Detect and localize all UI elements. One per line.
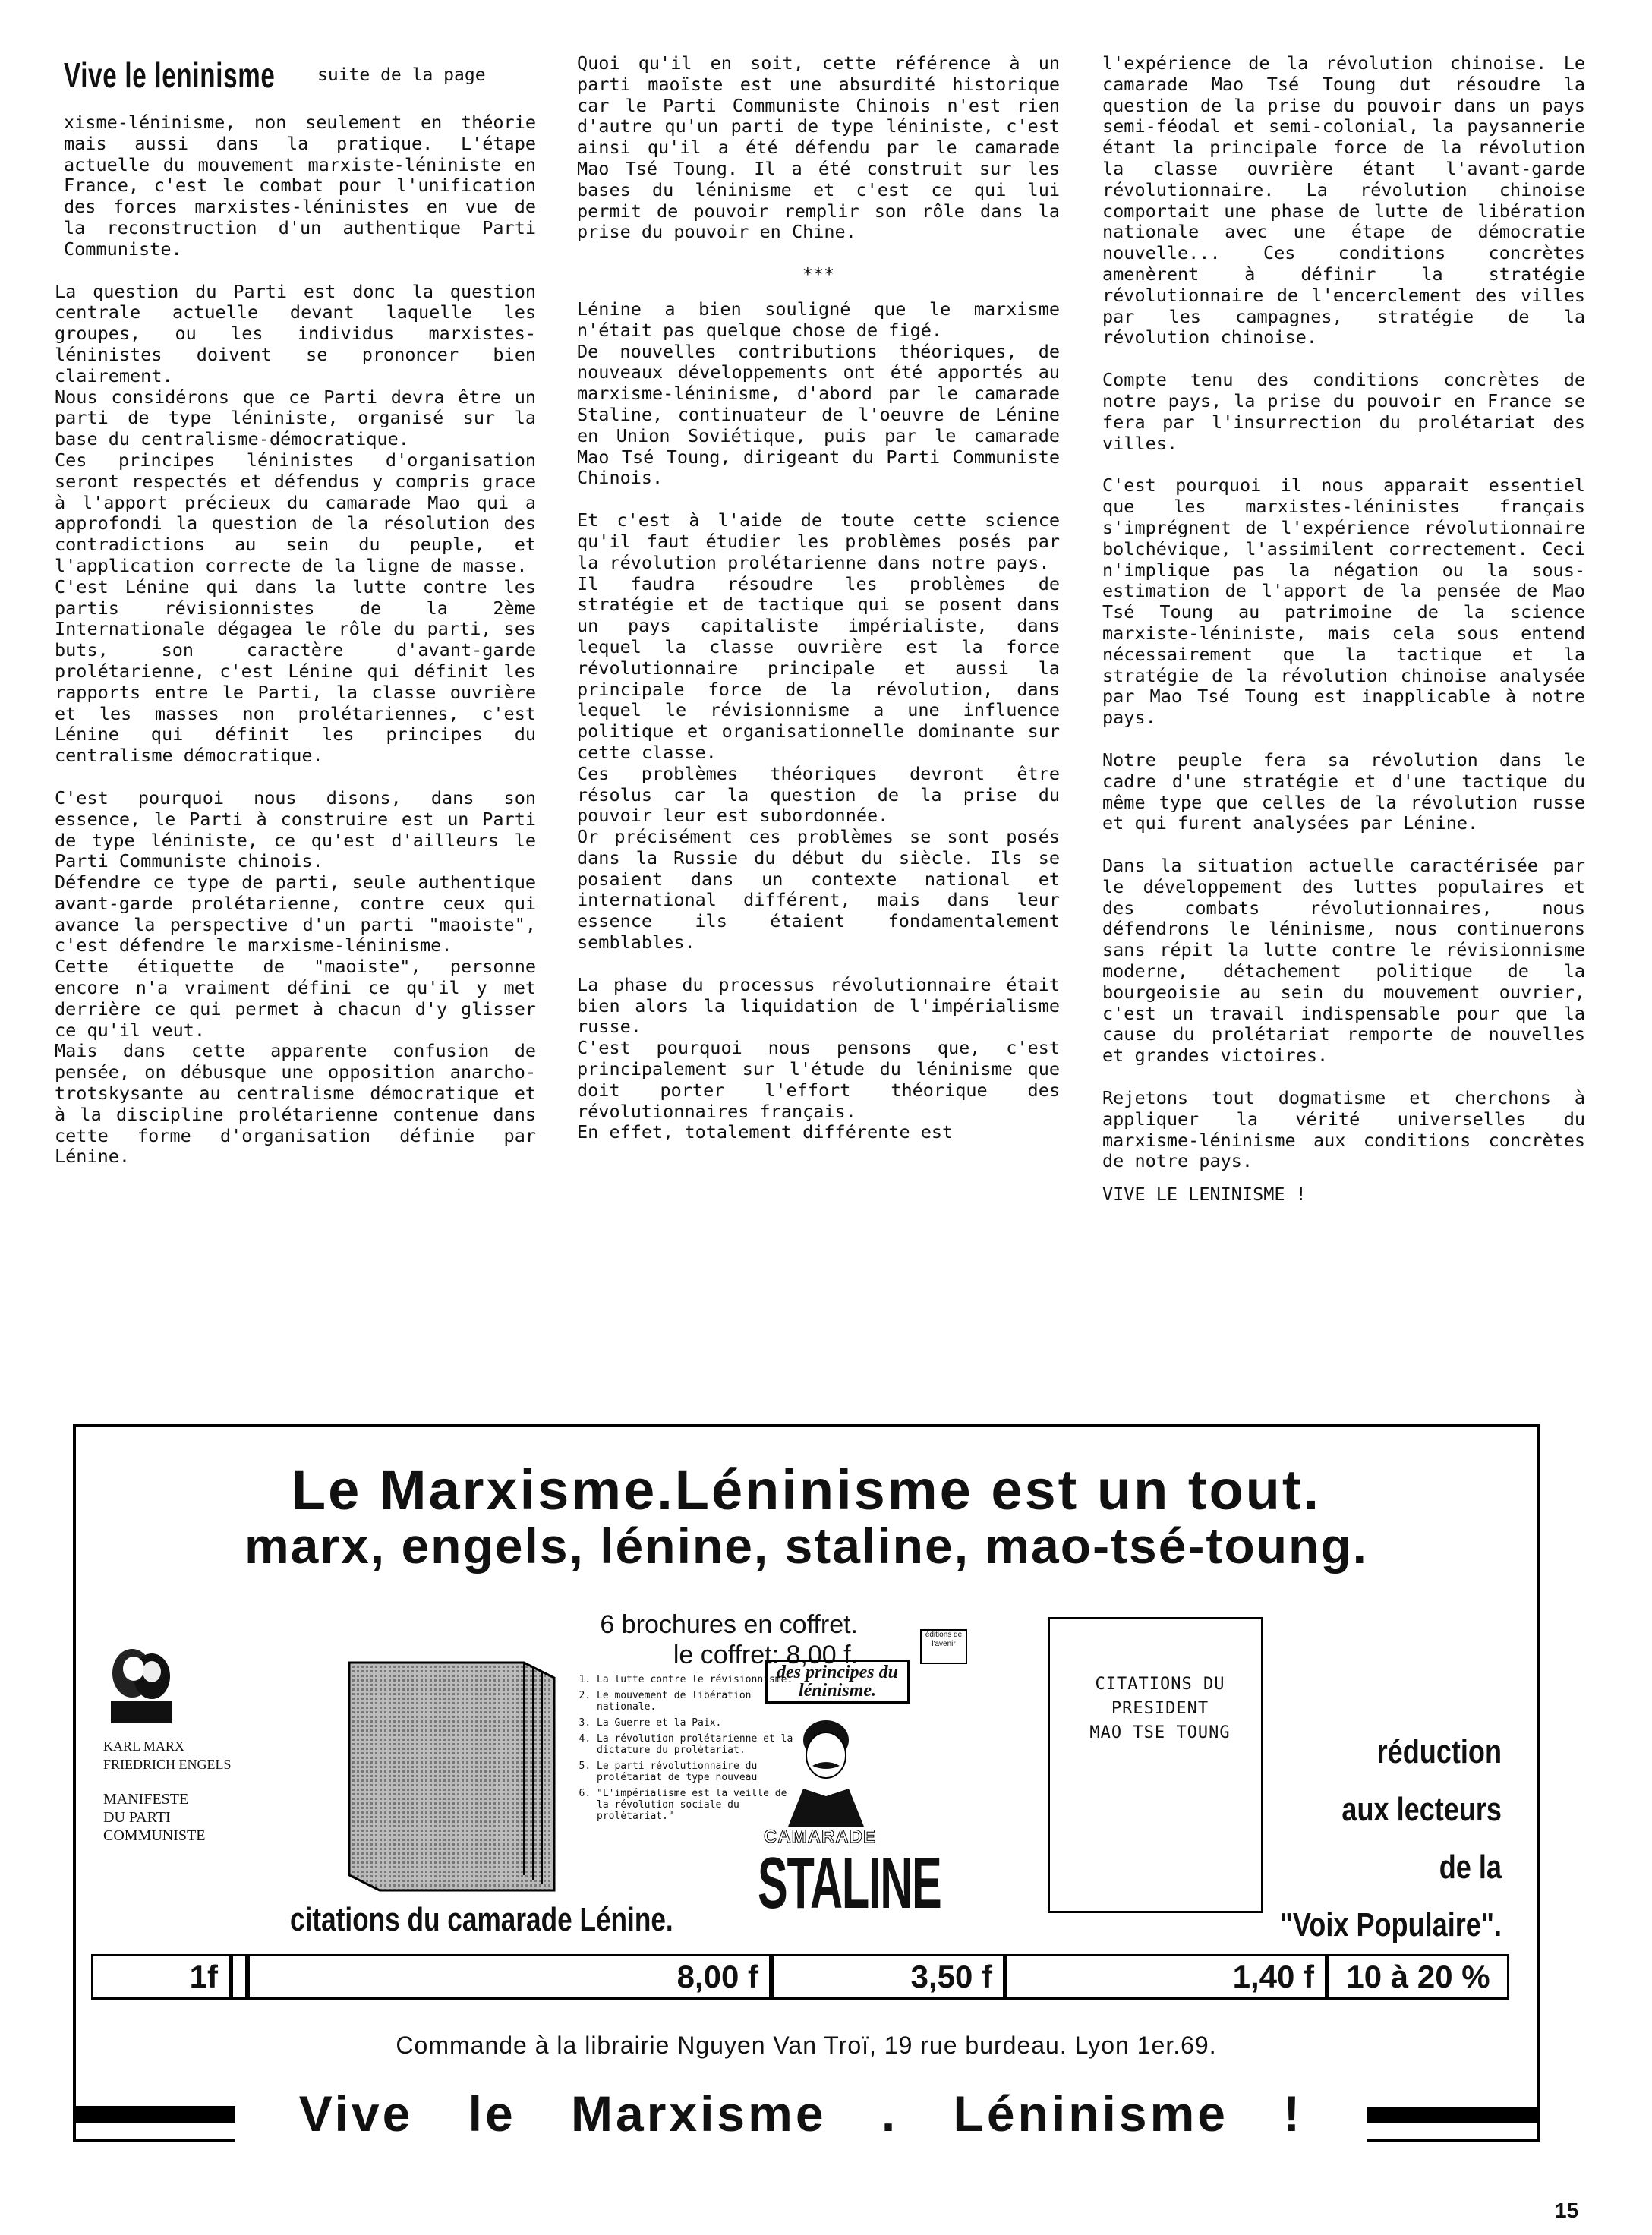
staline-portrait-icon <box>780 1713 872 1827</box>
paragraph: De nouvelles contributions théoriques, de nouveaux développements ont été apportés au marxisme-léninisme, d'abord par le camarade Staline, continuateur de l'oeuvre de Lénine en Union Soviétique, puis par le camarade Mao Tsé Toung, dirigeant du Parti Communiste Chinois. <box>577 340 1060 489</box>
paragraph: C'est pourquoi nous disons, dans son essence, le Parti à construire est un Parti de type léniniste, ce qu'est d'ailleurs le Parti Communiste chinois. <box>55 787 536 872</box>
paragraph: Nous considérons que ce Parti devra être un parti de type léniniste, organisé sur la base du centralisme-démocratique. <box>55 386 536 450</box>
ad-subheadline: marx, engels, lénine, staline, mao-tsé-toung. <box>244 1518 1368 1574</box>
paragraph: Mais dans cette apparente confusion de pensée, on débusque une opposition anarcho-trotskysante au centralisme démocratique et à la discipline prolétarienne contenue dans cette forme d'organisation définie par Lénine. <box>55 1040 536 1168</box>
paragraph: Or précisément ces problèmes se sont posés dans la Russie du début du siècle. Ils se posaient dans un contexte national et international différent, mais dans leur essence ils étaient fondamentalement semblables. <box>577 826 1060 954</box>
paragraph: Quoi qu'il en soit, cette référence à un parti maoïste est une absurdité historique car le Parti Communiste Chinois n'est rien d'autre qu'un parti de type léniniste, c'est ainsi qu'il a été défendu par le camarade Mao Tsé Toung. Il a été construit sur les bases du léninisme et c'est ce qui lui permit de pouvoir remplir son rôle dans la prise du pouvoir en Chine. <box>577 52 1060 243</box>
paragraph: Notre peuple fera sa révolution dans le cadre d'une stratégie et d'une tactique du même type que celles de la révolution russe et qui furent analysées par Lénine. <box>1102 749 1585 834</box>
price-cell: 3,50 f <box>771 1954 1005 2000</box>
brochure-box-icon <box>334 1647 600 1898</box>
paragraph: En effet, totalement différente est <box>577 1121 954 1143</box>
manifesto-book <box>103 1640 293 1845</box>
order-address: Commande à la librairie Nguyen Van Troï, 19 rue burdeau. Lyon 1er.69. <box>396 2032 1217 2059</box>
paragraph: Ces principes léninistes d'organisation seront respectés et défendus y compris grace à l'apport précieux du camarade Mao qui a approfondi la question de la résolution des contradictions au sein du peuple, et l'application correcte de la ligne de masse. <box>55 449 536 576</box>
closing-slogan: VIVE LE LENINISME ! <box>1102 1184 1307 1206</box>
paragraph: Il faudra résoudre les problèmes de stratégie et de tactique qui se posent dans un pays capitaliste impérialiste, dans lequel la classe ouvrière est la force révolutionnaire principale et aussi la principale force de la révolution, dans lequel le révisionnisme a une influence politique et organisationnelle dominante sur cette classe. <box>577 572 1060 763</box>
staline-rank: CAMARADE <box>764 1827 876 1847</box>
staline-name: STALINE <box>758 1843 941 1924</box>
staline-book <box>758 1614 970 1924</box>
decorative-bar <box>1367 2107 1540 2123</box>
price-divider <box>231 1954 247 2000</box>
price-cell: 1,40 f <box>1005 1954 1327 2000</box>
mao-book-title-line: MAO TSE TOUNG <box>1089 1723 1231 1742</box>
advertisement-box <box>73 1424 1540 2142</box>
list-item: 3. La Guerre et la Paix. <box>597 1717 797 1729</box>
paragraph: Ces problèmes théoriques devront être résolus car la question de la prise du pouvoir leur est subordonnée. <box>577 762 1060 827</box>
paragraph: xisme-léninisme, non seulement en théorie mais aussi dans la pratique. L'étape actuelle du mouvement marxiste-léniniste en France, c'est le combat pour l'unification des forces marxistes-léninistes en vue de la reconstruction d'un authentique Parti Communiste. <box>64 112 536 260</box>
price-cell: 1f <box>91 1954 231 2000</box>
separator-stars: *** <box>802 263 835 285</box>
decorative-bar <box>73 2106 240 2123</box>
list-item: 1. La lutte contre le révisionnisme. <box>597 1674 797 1685</box>
manifesto-title: DU PARTI <box>103 1809 171 1826</box>
list-item: 6. "L'impérialisme est la veille de la révolution sociale du prolétariat." <box>597 1788 797 1822</box>
paragraph: Compte tenu des conditions concrètes de notre pays, la prise du pouvoir en France se fera par l'insurrection du prolétariat des villes. <box>1102 369 1585 454</box>
bottom-slogan: Vive le Marxisme . Léninisme ! <box>235 2085 1367 2142</box>
article-title: Vive le leninisme <box>64 55 276 95</box>
reduction-line: "Voix Populaire". <box>1279 1906 1502 1943</box>
coffret-price: le coffret: 8,00 f. <box>673 1641 858 1669</box>
reduction-line: aux lecteurs <box>1341 1791 1502 1828</box>
paragraph: Défendre ce type de parti, seule authentique avant-garde prolétarienne, contre ceux qui avance la perspective d'un parti "maoiste", c'est défendre le marxisme-léninisme. <box>55 872 536 957</box>
paragraph: La question du Parti est donc la question centrale actuelle devant laquelle les groupes, ou les individus marxistes-léninistes doivent se prononcer bien clairement. <box>55 280 536 386</box>
continued-from: suite de la page <box>317 65 486 85</box>
marx-engels-portrait-icon <box>103 1640 178 1723</box>
staline-book-title: des principes du léninisme. <box>765 1660 910 1704</box>
column-2 <box>577 53 1060 1143</box>
mao-book-title <box>1073 1672 1247 1745</box>
paragraph: Cette étiquette de "maoiste", personne encore n'a vraiment défini ce qu'il y met derrière ce qui permet à chacun d'y glisser ce qu'il veut. <box>55 956 536 1041</box>
paragraph: l'expérience de la révolution chinoise. Le camarade Mao Tsé Toung dut résoudre la question de la prise du pouvoir dans un pays semi-féodal et semi-colonial, la paysannerie étant la principale force de la révolution la classe ouvrière étant l'avant-garde révolutionnaire. La révolution chinoise comportait une phase de lutte de libération nationale avec une étape de démocratie nouvelle... Ces conditions concrètes amenèrent à définir la stratégie révolutionnaire de l'encerclement des villes par les campagnes, stratégie de la révolution chinoise. <box>1102 52 1585 348</box>
coffret-line: 6 brochures en coffret. <box>600 1610 858 1639</box>
paragraph: C'est Lénine qui dans la lutte contre les partis révisionnistes de la 2ème Internationale dégagea le rôle du parti, ses buts, son caractère d'avant-garde prolétarienne, c'est Lénine qui définit les rapports entre le Parti, la classe ouvrière et les masses non prolétariennes, c'est Lénine qui définit les principes du centralisme démocratique. <box>55 575 536 767</box>
column-3 <box>1102 53 1585 1206</box>
paragraph: Lénine a bien souligné que le marxisme n'était pas quelque chose de figé. <box>577 298 1060 341</box>
column-1 <box>55 112 536 1168</box>
mao-book-title-line: CITATIONS DU <box>1095 1675 1225 1694</box>
price-table <box>76 1954 1543 2000</box>
manifesto-author: KARL MARX <box>103 1739 184 1754</box>
list-item: 4. La révolution prolétarienne et la dictature du prolétariat. <box>597 1733 797 1756</box>
paragraph: La phase du processus révolutionnaire était bien alors la liquidation de l'impérialisme russe. <box>577 973 1060 1038</box>
manifesto-author: FRIEDRICH ENGELS <box>103 1757 232 1772</box>
paragraph: C'est pourquoi il nous apparait essentiel que les marxistes-léninistes français s'imprégnent de l'expérience révolutionnaire bolchévique, l'assimilent correctement. Ceci n'implique pas la négation ou la sous-estimation de l'apport de la pensée de Mao Tsé Toung au patrimoine de la science marxiste-léniniste, mais cela sous entend nécessairement que la tactique et la stratégie de la révolution chinoise analysée par Mao Tsé Toung est inapplicable à notre pays. <box>1102 474 1585 729</box>
lenin-citations-title: citations du camarade Lénine. <box>290 1901 673 1938</box>
mao-citations-book <box>1048 1617 1263 1913</box>
paragraph: Rejetons tout dogmatisme et cherchons à appliquer la vérité universelles du marxisme-léninisme aux conditions concrètes de notre pays. <box>1102 1087 1585 1172</box>
manifesto-title: COMMUNISTE <box>103 1827 206 1844</box>
price-cell: 10 à 20 % <box>1327 1954 1509 2000</box>
list-item: 2. Le mouvement de libération nationale. <box>597 1690 797 1713</box>
paragraph: Dans la situation actuelle caractérisée par le développement des luttes populaires et des combats révolutionnaires, nous défendrons le léninisme, nous continuerons sans répit la lutte contre le révisionnisme moderne, détachement politique de la bourgeoisie au sein du mouvement ouvrier, c'est un travail indispensable pour que la cause du prolétariat remporte de nouvelles et grandes victoires. <box>1102 855 1585 1067</box>
price-cell: 8,00 f <box>247 1954 771 2000</box>
manifesto-title: MANIFESTE <box>103 1791 189 1808</box>
paragraph: Et c'est à l'aide de toute cette science qu'il faut étudier les problèmes posés par la révolution prolétarienne dans notre pays. <box>577 509 1060 573</box>
publisher-logo: éditions de l'avenir <box>920 1629 967 1664</box>
reader-discount <box>1265 1723 1502 1954</box>
reduction-line: de la <box>1439 1849 1502 1886</box>
page-number: 15 <box>1555 2199 1579 2222</box>
list-item: 5. Le parti révolutionnaire du prolétariat de type nouveau <box>597 1761 797 1783</box>
mao-book-title-line: PRESIDENT <box>1111 1699 1209 1718</box>
ad-headline: Le Marxisme.Léninisme est un tout. <box>291 1458 1322 1521</box>
reduction-line: réduction <box>1376 1733 1502 1770</box>
paragraph: C'est pourquoi nous pensons que, c'est principalement sur l'étude du léninisme que doit porter l'effort théorique des révolutionnaires français. <box>577 1037 1060 1122</box>
